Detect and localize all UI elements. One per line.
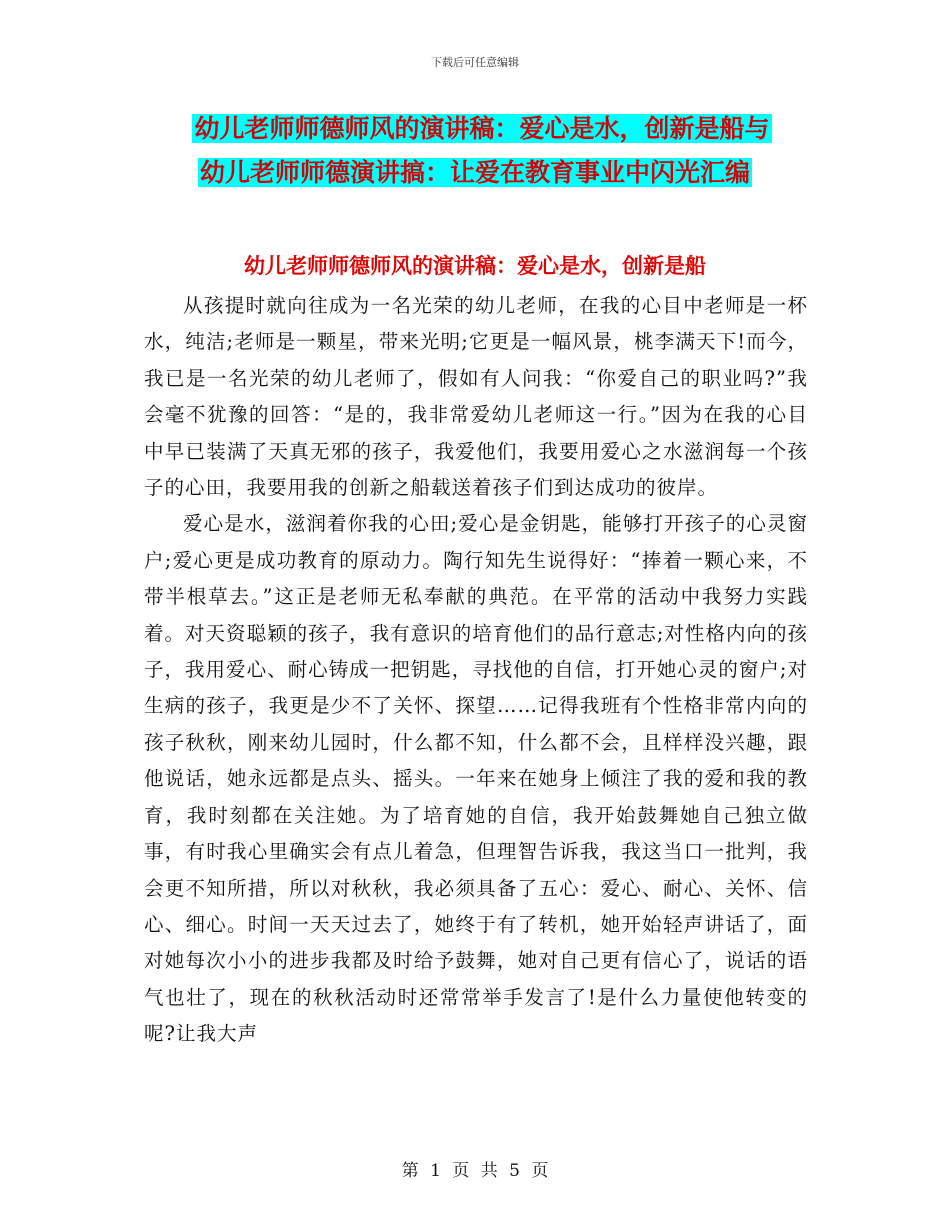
section-heading: 幼儿老师师德师风的演讲稿：爱心是水，创新是船 xyxy=(244,254,706,278)
document-title-text-2: 幼儿老师师德演讲搞：让爱在教育事业中闪光汇编 xyxy=(199,158,750,187)
document-title-line-2 xyxy=(0,156,950,190)
document-title-line-1 xyxy=(0,112,950,146)
body-text xyxy=(144,288,808,1053)
paragraph-2: 爱心是水，滋润着你我的心田;爱心是金钥匙，能够打开孩子的心灵窗户;爱心更是成功教育的原动力。陶行知先生说得好：“捧着一颗心来，不带半根草去。”这正是老师无私奉献的典范。在平常的活动中我努力实践着。对天资聪颖的孩子，我有意识的培育他们的品行意志;对性格内向的孩子，我用爱心、耐心铸成一把钥匙，寻找他的自信，打开她心灵的窗户;对生病的孩子，我更是少不了关怀、探望……记得我班有个性格非常内向的孩子秋秋，刚来幼儿园时，什么都不知，什么都不会，且样样没兴趣，跟他说话，她永远都是点头、摇头。一年来在她身上倾注了我的爱和我的教育，我时刻都在关注她。为了培育她的自信，我开始鼓舞她自己独立做事，有时我心里确实会有点儿着急，但理智告诉我，我这当口一批判，我会更不知所措，所以对秋秋，我必须具备了五心：爱心、耐心、关怀、信心、细心。时间一天天过去了，她终于有了转机，她开始轻声讲话了，面对她每次小小的进步我都及时给予鼓舞，她对自己更有信心了，说话的语气也壮了，现在的秋秋活动时还常常举手发言了!是什么力量使他转变的呢?让我大声 xyxy=(144,512,808,1046)
header-note: 下载后可任意编辑 xyxy=(431,56,519,69)
document-title-text-1: 幼儿老师师德师风的演讲稿：爱心是水，创新是船与 xyxy=(194,114,770,143)
page-number: 第 1 页 共 5 页 xyxy=(401,1161,549,1181)
paragraph-1: 从孩提时就向往成为一名光荣的幼儿老师，在我的心目中老师是一杯水，纯洁;老师是一颗星，带来光明;它更是一幅风景，桃李满天下!而今，我已是一名光荣的幼儿老师了，假如有人问我：“你爱自己的职业吗?”我会毫不犹豫的回答：“是的，我非常爱幼儿老师这一行。”因为在我的心目中早已装满了天真无邪的孩子，我爱他们，我要用爱心之水滋润每一个孩子的心田，我要用我的创新之船载送着孩子们到达成功的彼岸。 xyxy=(144,294,808,500)
